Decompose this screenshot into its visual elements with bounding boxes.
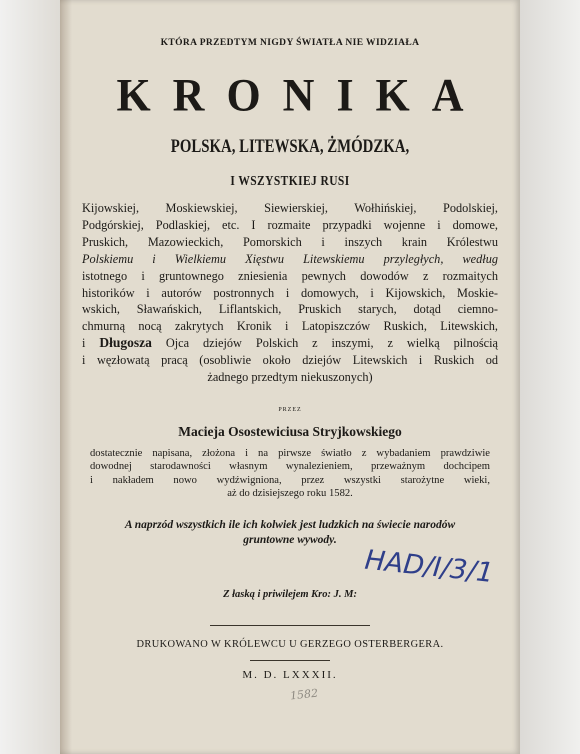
title-description xyxy=(82,200,498,386)
body-line: Podgórskiej, Podlaskiej, etc. I rozmaite przypadki wojenne i domowe, xyxy=(82,217,498,232)
publication-description xyxy=(90,447,490,500)
year-line: M. D. LXXXII. xyxy=(242,669,338,681)
title-page xyxy=(60,0,520,754)
subtitle: POLSKA, LITEWSKA, ŻMÓDZKA, xyxy=(170,136,410,157)
divider-bottom xyxy=(250,660,330,661)
body-line-dlugosz xyxy=(82,335,498,352)
divider-top xyxy=(210,625,370,626)
body-line: chmurną nocą zakrytych Kronik i Latopiszczów Ruskich, Litewskich, xyxy=(82,319,498,334)
scan-border-left xyxy=(0,0,60,754)
body-line-rest: Ojca dziejów Polskich z inszymi, z wielką pilnością xyxy=(165,336,499,351)
desc-line: dowodnej starodawności własnym wynalezieniem, przeważnym dochcipem xyxy=(90,461,490,473)
shelfmark-text: HAD/I/3/1 xyxy=(363,544,495,590)
main-title: KRONIKA xyxy=(116,69,486,122)
body-line: Kijowskiej, Moskiewskiej, Siewierskiej, Wołhińskiej, Podolskiej, xyxy=(82,201,498,215)
naprzod-line: A naprzód wszystkich ile ich kolwiek jest ludzkich na świecie narodów xyxy=(124,519,456,531)
body-line: istotnego i gruntownego zniesienia pewnych dowodów z rozmaitych xyxy=(82,268,498,283)
naprzod-line: gruntowne wywody. xyxy=(243,534,337,546)
przez-label: PRZEZ xyxy=(278,407,302,413)
desc-line: aż do dzisiejszego roku 1582. xyxy=(227,487,353,499)
body-line: i węzłowatą pracą (osobliwie około dziejów Litewskich i Ruskich od xyxy=(82,353,498,368)
body-line: wskich, Sławańskich, Liflantskich, Pruskich starych, dotąd ciemno- xyxy=(82,302,498,317)
printer-line: DRUKOWANO W KRÓLEWCU U GERZEGO OSTERBERGERA. xyxy=(136,639,444,650)
body-line-prefix: i xyxy=(82,336,86,351)
pencil-note: 1582 xyxy=(289,686,319,703)
subtitle-rusi: I WSZYSTKIEJ RUSI xyxy=(230,173,350,188)
body-line: historików i autorów postronnych i domowych, i Kijowskich, Moskie- xyxy=(82,285,498,300)
body-line: żadnego przedtym niekuszonych) xyxy=(207,370,373,385)
author-name: Macieja Osostewiciusa Stryjkowskiego xyxy=(178,424,402,439)
scan-border-right xyxy=(520,0,580,754)
body-line: Polskiemu i Wielkiemu Xięstwu Litewskiemu przyległych, według xyxy=(82,251,498,266)
privilege-line: Z łaską i priwilejem Kro: J. M: xyxy=(223,589,357,600)
header-small-text: KTÓRA PRZEDTYM NIGDY ŚWIATŁA NIE WIDZIAŁA xyxy=(160,38,420,48)
desc-line: dostatecznie napisana, złożona i na pirwsze światło z wybadaniem prawdziwie xyxy=(90,448,490,459)
dlugosz-name: Długosza xyxy=(99,335,152,351)
desc-line: i nakładem nowo wydźwigniona, przez wszystki starożytne wieki, xyxy=(90,474,490,486)
body-line: Pruskich, Mazowieckich, Pomorskich i inszych krain Królestwu xyxy=(82,234,498,249)
